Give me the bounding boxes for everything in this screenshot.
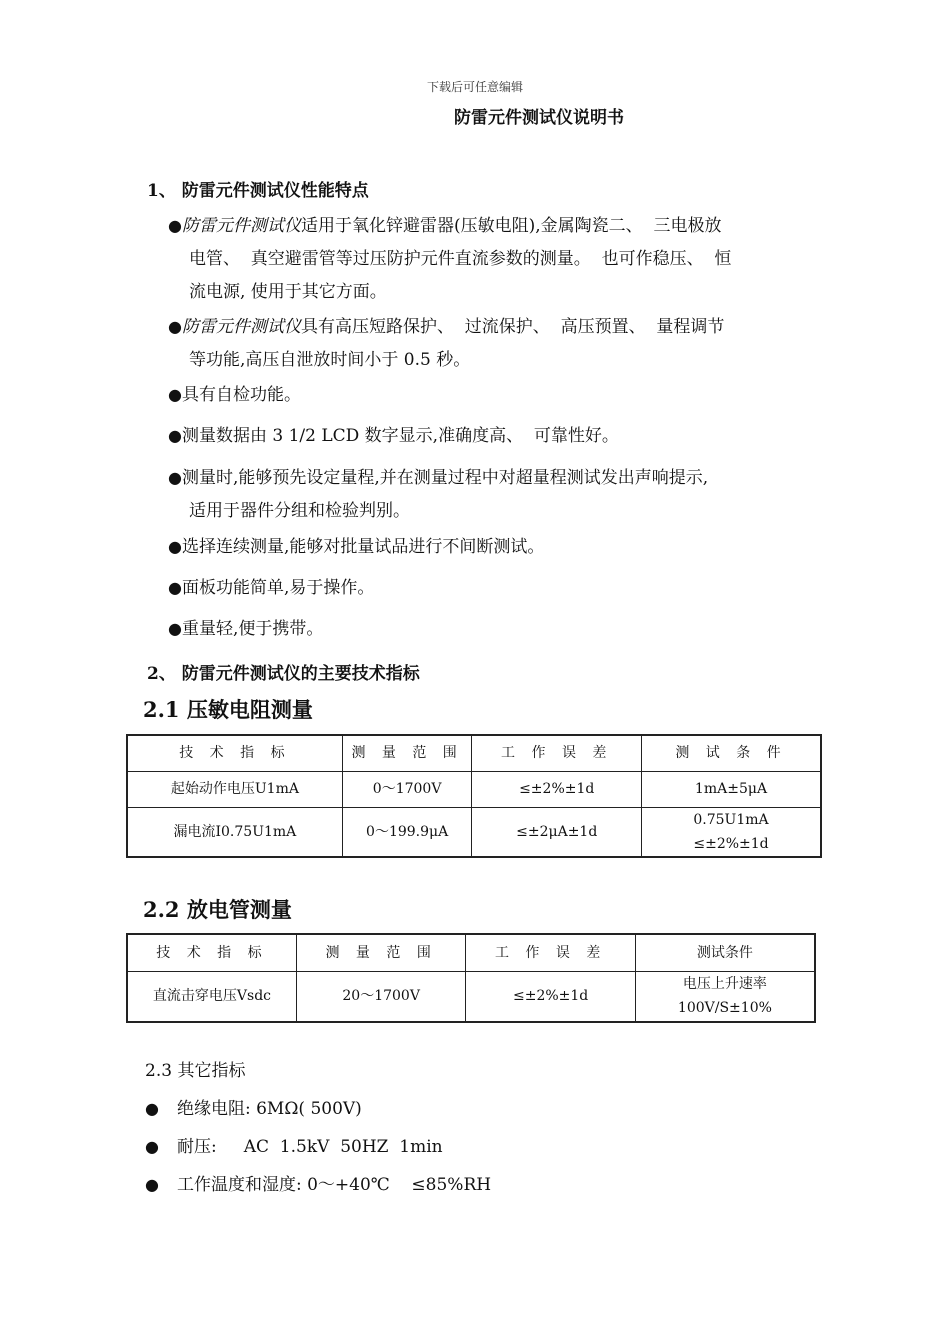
list-item-continuation	[189, 243, 731, 275]
column-header: 测 量 范 围	[342, 735, 472, 771]
table-cell: ≤±2%±1d	[472, 771, 642, 807]
bullet-icon: ●	[145, 1175, 159, 1194]
subsection-2-1-heading: 2.1 压敏电阻测量	[143, 697, 313, 722]
bullet-icon: ●	[168, 385, 182, 404]
bullet-icon: ●	[168, 537, 182, 556]
table-cell: ≤±2μA±1d	[472, 807, 642, 857]
column-header: 工 作 误 差	[472, 735, 642, 771]
list-item	[145, 1169, 491, 1201]
list-item	[145, 1093, 362, 1125]
table-cell: 起始动作电压U1mA	[127, 771, 342, 807]
column-header: 测 量 范 围	[296, 934, 465, 971]
list-item-text: 适用于氧化锌避雷器(压敏电阻),金属陶瓷二、 三电极放	[300, 216, 722, 236]
table-cell: 0～1700V	[342, 771, 472, 807]
bullet-icon: ●	[168, 468, 182, 487]
list-item-text: 流电源, 使用于其它方面。	[189, 282, 387, 302]
varistor-spec-table	[126, 734, 822, 858]
column-header: 测试条件	[635, 934, 815, 971]
table-row	[127, 971, 815, 1022]
column-header: 工 作 误 差	[466, 934, 635, 971]
subsection-2-2-heading: 2.2 放电管测量	[143, 897, 292, 922]
column-header: 测 试 条 件	[642, 735, 822, 771]
list-item-text: 等功能,高压自泄放时间小于 0.5 秒。	[189, 350, 471, 370]
list-item-text: 重量轻,便于携带。	[181, 619, 324, 639]
table-cell: 漏电流I0.75U1mA	[127, 807, 342, 857]
bullet-icon: ●	[168, 426, 182, 445]
column-header: 技 术 指 标	[127, 735, 342, 771]
list-item-continuation	[189, 276, 387, 308]
list-item-text: 选择连续测量,能够对批量试品进行不间断测试。	[181, 537, 545, 557]
list-item-text: 具有高压短路保护、 过流保护、 高压预置、 量程调节	[300, 317, 725, 337]
bullet-icon: ●	[168, 317, 182, 336]
bullet-icon: ●	[145, 1099, 159, 1118]
list-item	[168, 613, 323, 645]
list-item-continuation	[189, 495, 410, 527]
list-item	[168, 462, 708, 494]
list-item-text: 具有自检功能。	[181, 385, 301, 405]
table-header-row	[127, 735, 821, 771]
document-title: 防雷元件测试仪说明书	[454, 108, 624, 128]
bullet-icon: ●	[145, 1137, 159, 1156]
table-row	[127, 807, 821, 857]
section-2-heading: 2、 防雷元件测试仪的主要技术指标	[147, 664, 420, 684]
table-cell: 0.75U1mA ≤±2%±1d	[642, 807, 822, 857]
table-header-row	[127, 934, 815, 971]
table-cell: 电压上升速率 100V/S±10%	[635, 971, 815, 1022]
table-cell: ≤±2%±1d	[466, 971, 635, 1022]
list-item-text: 面板功能简单,易于操作。	[181, 578, 375, 598]
list-item	[168, 210, 721, 242]
list-item-text: 工作温度和湿度: 0～+40℃ ≤85%RH	[176, 1175, 492, 1195]
list-item-text: 适用于器件分组和检验判别。	[189, 501, 410, 521]
bullet-icon: ●	[168, 619, 182, 638]
bullet-icon: ●	[168, 216, 182, 235]
list-item-text: 电管、 真空避雷管等过压防护元件直流参数的测量。 也可作稳压、 恒	[189, 249, 732, 269]
product-name: 防雷元件测试仪	[181, 317, 301, 337]
list-item-text: 测量时,能够预先设定量程,并在测量过程中对超量程测试发出声响提示,	[181, 468, 709, 488]
table-cell: 20～1700V	[296, 971, 465, 1022]
bullet-icon: ●	[168, 578, 182, 597]
list-item-text: 耐压: AC 1.5kV 50HZ 1min	[176, 1137, 443, 1157]
table-row	[127, 771, 821, 807]
list-item	[145, 1131, 443, 1163]
list-item	[168, 572, 374, 604]
section-1-heading: 1、 防雷元件测试仪性能特点	[147, 181, 369, 201]
list-item	[168, 379, 301, 411]
column-header: 技 术 指 标	[127, 934, 296, 971]
header-note: 下载后可任意编辑	[426, 80, 523, 94]
list-item	[168, 420, 619, 452]
table-cell: 0～199.9μA	[342, 807, 472, 857]
list-item-text: 测量数据由 3 1/2 LCD 数字显示,准确度高、 可靠性好。	[181, 426, 619, 446]
list-item-text: 绝缘电阻: 6MΩ( 500V)	[176, 1099, 362, 1119]
list-item	[168, 311, 724, 343]
discharge-tube-spec-table	[126, 933, 816, 1023]
product-name: 防雷元件测试仪	[181, 216, 301, 236]
list-item-continuation	[189, 344, 470, 376]
table-cell: 1mA±5μA	[642, 771, 822, 807]
table-cell: 直流击穿电压Vsdc	[127, 971, 296, 1022]
list-item	[168, 531, 544, 563]
subsection-2-3-heading: 2.3 其它指标	[145, 1061, 246, 1081]
